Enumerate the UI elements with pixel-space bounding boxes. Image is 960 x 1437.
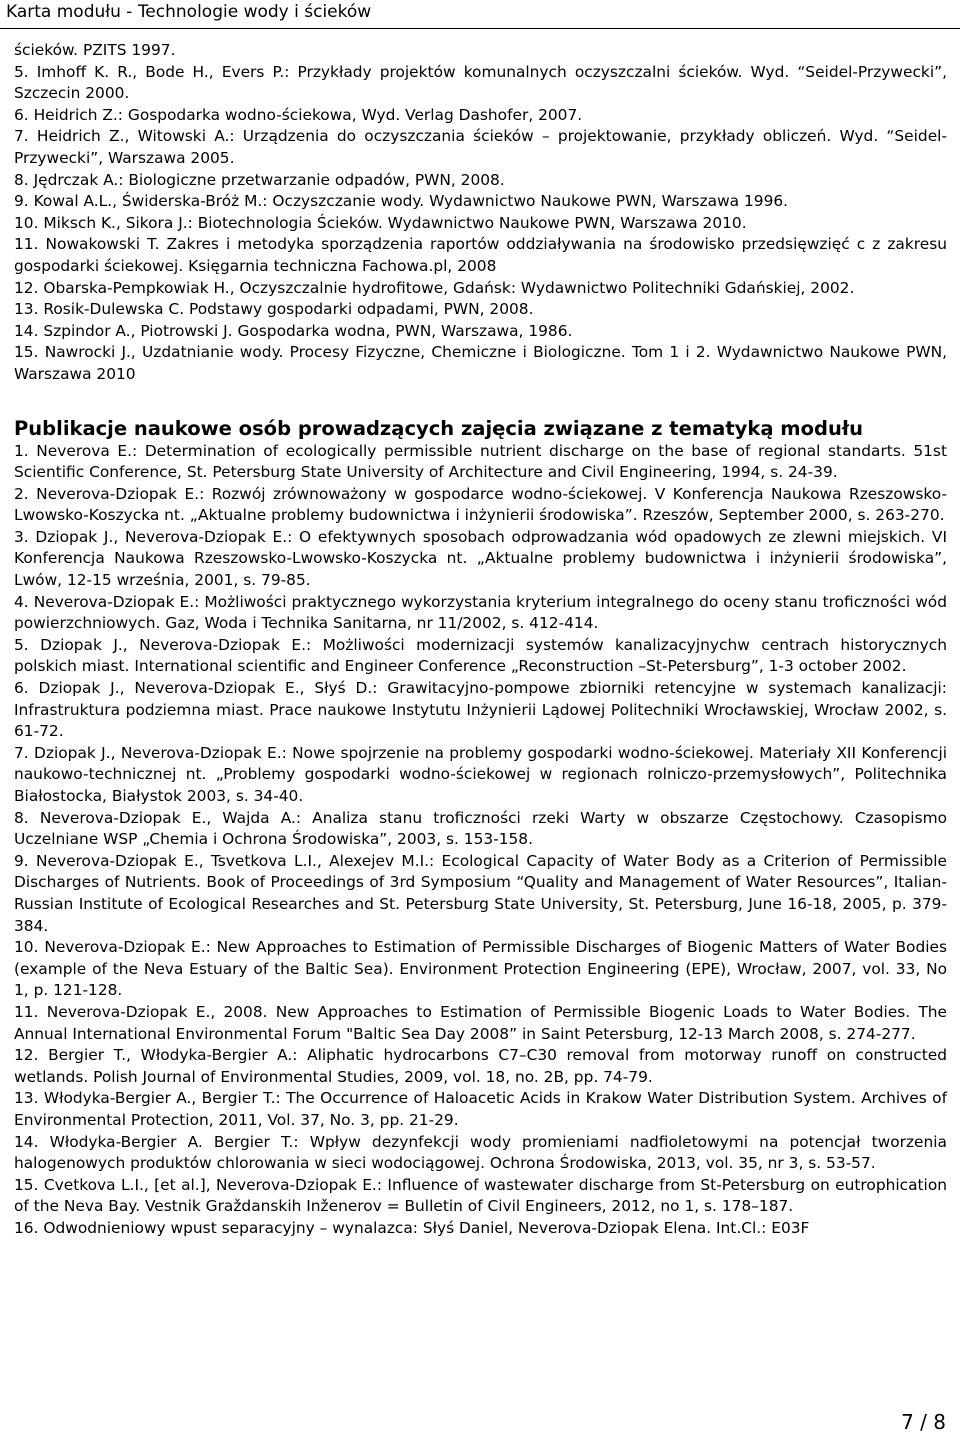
publications-list: [14, 441, 947, 1240]
publication-item: 13. Włodyka-Bergier A., Bergier T.: The Occurrence of Haloacetic Acids in Krakow Water Distribution System. Archives of Environmental Protection, 2011, Vol. 37, No. 3, pp. 21-29.: [14, 1089, 947, 1129]
page-content: [14, 40, 947, 1239]
literature-item: 5. Imhoff K. R., Bode H., Evers P.: Przykłady projektów komunalnych oczyszczalni ścieków. Wyd. “Seidel-Przywecki”, Szczecin 2000.: [14, 62, 947, 103]
publication-item: 10. Neverova-Dziopak E.: New Approaches to Estimation of Permissible Discharges of Biogenic Matters of Water Bodies (example of the Neva Estuary of the Baltic Sea). Environment Protection Engineering (EPE), Wrocław, 2007, vol. 33, No 1, p. 121-128.: [14, 938, 947, 1000]
publication-item: 8. Neverova-Dziopak E., Wajda A.: Analiza stanu troficzności rzeki Warty w obszarze Częstochowy. Czasopismo Uczelniane WSP „Chemia i Ochrona Środowiska”, 2003, s. 153-158.: [14, 808, 947, 849]
literature-item: ścieków. PZITS 1997.: [14, 41, 176, 59]
literature-item: 10. Miksch K., Sikora J.: Biotechnologia Ścieków. Wydawnictwo Naukowe PWN, Warszawa 2010.: [14, 213, 747, 232]
publication-item: 5. Dziopak J., Neverova-Dziopak E.: Możliwości modernizacji systemów kanalizacyjnychw centrach historycznych polskich miast. International scientific and Engineer Conference „Reconstruction –St-Petersburg”, 1-3 october 2002.: [14, 635, 947, 676]
publication-item: 11. Neverova-Dziopak E., 2008. New Approaches to Estimation of Permissible Biogenic Loads to Water Bodies. The Annual International Environmental Forum "Baltic Sea Day 2008” in Saint Petersburg, 12-13 March 2008, s. 274-277.: [14, 1002, 947, 1043]
literature-item: 8. Jędrczak A.: Biologiczne przetwarzanie odpadów, PWN, 2008.: [14, 170, 505, 189]
publication-item: 12. Bergier T., Włodyka-Bergier A.: Aliphatic hydrocarbons C7–C30 removal from motorway runoff on constructed wetlands. Polish Journal of Environmental Studies, 2009, vol. 18, no. 2B, pp. 74-79.: [14, 1046, 947, 1086]
publication-item: 16. Odwodnieniowy wpust separacyjny – wynalazca: Słyś Daniel, Neverova-Dziopak Elena. Int.Cl.: E03F: [14, 1218, 810, 1237]
publication-item: 1. Neverova E.: Determination of ecologically permissible nutrient discharge on the base of regional standarts. 51st Scientific Conference, St. Petersburg State University of Architecture and Civil Engineering, 1994, s. 24-39.: [14, 441, 947, 482]
publication-item: 15. Cvetkova L.I., [et al.], Neverova-Dziopak E.: Influence of wastewater discharge from St-Petersburg on eutrophication of the Neva Bay. Vestnik Graždanskih Inženerov = Bulletin of Civil Engineers, 2012, no 1, s. 178–187.: [14, 1175, 947, 1216]
literature-item: 12. Obarska-Pempkowiak H., Oczyszczalnie hydrofitowe, Gdańsk: Wydawnictwo Politechniki Gdańskiej, 2002.: [14, 278, 855, 297]
publication-item: 2. Neverova-Dziopak E.: Rozwój zrównoważony w gospodarce wodno-ściekowej. V Konferencja Naukowa Rzeszowsko-Lwowsko-Koszycka nt. „Aktualne problemy budownictwa i inżynierii środowiska”. Rzeszów, September 2000, s. 263-270.: [14, 484, 947, 525]
publication-item: 6. Dziopak J., Neverova-Dziopak E., Słyś D.: Grawitacyjno-pompowe zbiorniki retencyjne w systemach kanalizacji: Infrastruktura podziemna miast. Prace naukowe Instytutu Inżynierii Lądowej Politechniki Wrocławskiej, Wrocław 2002, s. 61-72.: [14, 679, 947, 741]
literature-item: 13. Rosik-Dulewska C. Podstawy gospodarki odpadami, PWN, 2008.: [14, 300, 534, 319]
module-card-title: Karta modułu - Technologie wody i ścieków: [6, 2, 372, 22]
literature-item: 14. Szpindor A., Piotrowski J. Gospodarka wodna, PWN, Warszawa, 1986.: [14, 321, 573, 340]
literature-item: 15. Nawrocki J., Uzdatnianie wody. Procesy Fizyczne, Chemiczne i Biologiczne. Tom 1 i 2. Wydawnictwo Naukowe PWN, Warszawa 2010: [14, 343, 947, 383]
publication-item: 7. Dziopak J., Neverova-Dziopak E.: Nowe spojrzenie na problemy gospodarki wodno-ściekowej. Materiały XII Konferencji naukowo-technicznej nt. „Problemy gospodarki wodno-ściekowej w regionach rolniczo-przemysłowych”, Politechnika Białostocka, Białystok 2003, s. 34-40.: [14, 743, 947, 805]
publications-heading: Publikacje naukowe osób prowadzących zajęcia związane z tematyką modułu: [14, 416, 863, 440]
publication-item: 3. Dziopak J., Neverova-Dziopak E.: O efektywnych sposobach odprowadzania wód opadowych ze zlewni miejskich. VI Konferencja Naukowa Rzeszowsko-Lwowsko-Koszycka nt. „Aktualne problemy budownictwa i inżynierii środowiska”, Lwów, 12-15 września, 2001, s. 79-85.: [14, 527, 947, 590]
literature-item: 7. Heidrich Z., Witowski A.: Urządzenia do oczyszczania ścieków – projektowanie, przykłady obliczeń. Wyd. “Seidel-Przywecki”, Warszawa 2005.: [14, 127, 947, 167]
literature-item: 11. Nowakowski T. Zakres i metodyka sporządzenia raportów oddziaływania na środowisko przedsięwzięć c z zakresu gospodarki ściekowej. Księgarnia techniczna Fachowa.pl, 2008: [14, 235, 947, 275]
literature-item: 6. Heidrich Z.: Gospodarka wodno-ściekowa, Wyd. Verlag Dashofer, 2007.: [14, 105, 583, 124]
page-header: [0, 0, 960, 29]
literature-item: 9. Kowal A.L., Świderska-Bróż M.: Oczyszczanie wody. Wydawnictwo Naukowe PWN, Warszawa 1996.: [14, 192, 789, 211]
literature-list: [14, 40, 947, 386]
publication-item: 14. Włodyka-Bergier A. Bergier T.: Wpływ dezynfekcji wody promieniami nadfioletowymi na potencjał tworzenia halogenowych produktów chlorowania w sieci wodociągowej. Ochrona Środowiska, 2013, vol. 35, nr 3, s. 53-57.: [14, 1132, 947, 1173]
publication-item: 9. Neverova-Dziopak E., Tsvetkova L.I., Alexejev M.I.: Ecological Capacity of Water Body as a Criterion of Permissible Discharges of Nutrients. Book of Proceedings of 3rd Symposium “Quality and Management of Water Resources”, Italian-Russian Institute of Ecological Researches and St. Petersburg State University, St. Petersburg, June 16-18, 2005, p. 379-384.: [14, 851, 947, 935]
page-number: 7 / 8: [901, 1410, 946, 1434]
publication-item: 4. Neverova-Dziopak E.: Możliwości praktycznego wykorzystania kryterium integralnego do oceny stanu troficzności wód powierzchniowych. Gaz, Woda i Technika Sanitarna, nr 11/2002, s. 412-414.: [14, 592, 947, 633]
